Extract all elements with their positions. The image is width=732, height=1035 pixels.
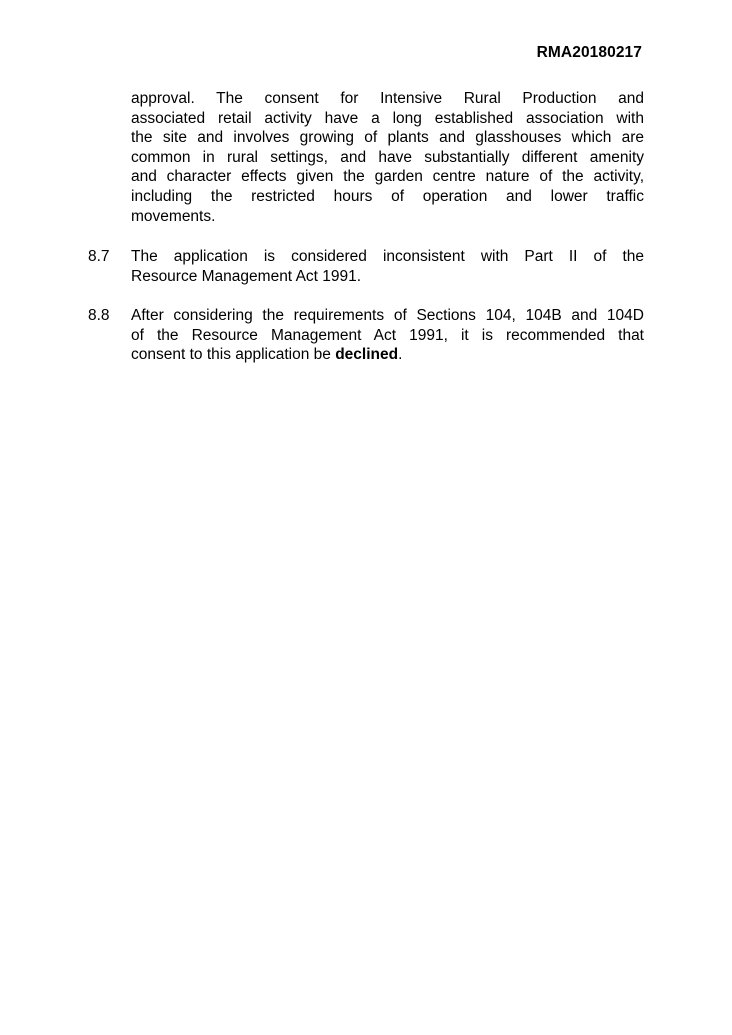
paragraph-line: common in rural settings, and have substantially different amenity <box>131 148 644 166</box>
paragraph-line: including the restricted hours of operation and lower traffic <box>131 187 644 205</box>
paragraph-line: associated retail activity have a long established association with <box>131 109 644 127</box>
paragraph-line: Resource Management Act 1991. <box>131 267 362 285</box>
paragraph-line: the site and involves growing of plants and glasshouses which are <box>131 129 644 147</box>
paragraph-line: and character effects given the garden centre nature of the activity, <box>131 168 644 186</box>
paragraph-8-7 <box>131 247 644 286</box>
paragraph-line: of the Resource Management Act 1991, it is recommended that <box>131 326 644 344</box>
paragraph-last-line <box>131 345 644 365</box>
last-line-suffix: . <box>398 346 403 364</box>
paragraph-line: approval. The consent for Intensive Rural Production and <box>131 90 644 107</box>
continued-paragraph <box>131 89 644 226</box>
document-reference-number: RMA20180217 <box>536 44 642 61</box>
paragraph-line: movements. <box>131 207 216 225</box>
paragraph-number-8-7: 8.7 <box>88 248 110 265</box>
last-line-prefix: consent to this application be <box>131 346 336 364</box>
declined-emphasis: declined <box>335 346 399 364</box>
paragraph-number-8-8: 8.8 <box>88 307 110 324</box>
paragraph-line: After considering the requirements of Sections 104, 104B and 104D <box>131 307 644 324</box>
paragraph-line: The application is considered inconsistent with Part II of the <box>131 248 644 265</box>
paragraph-8-8 <box>131 306 644 365</box>
